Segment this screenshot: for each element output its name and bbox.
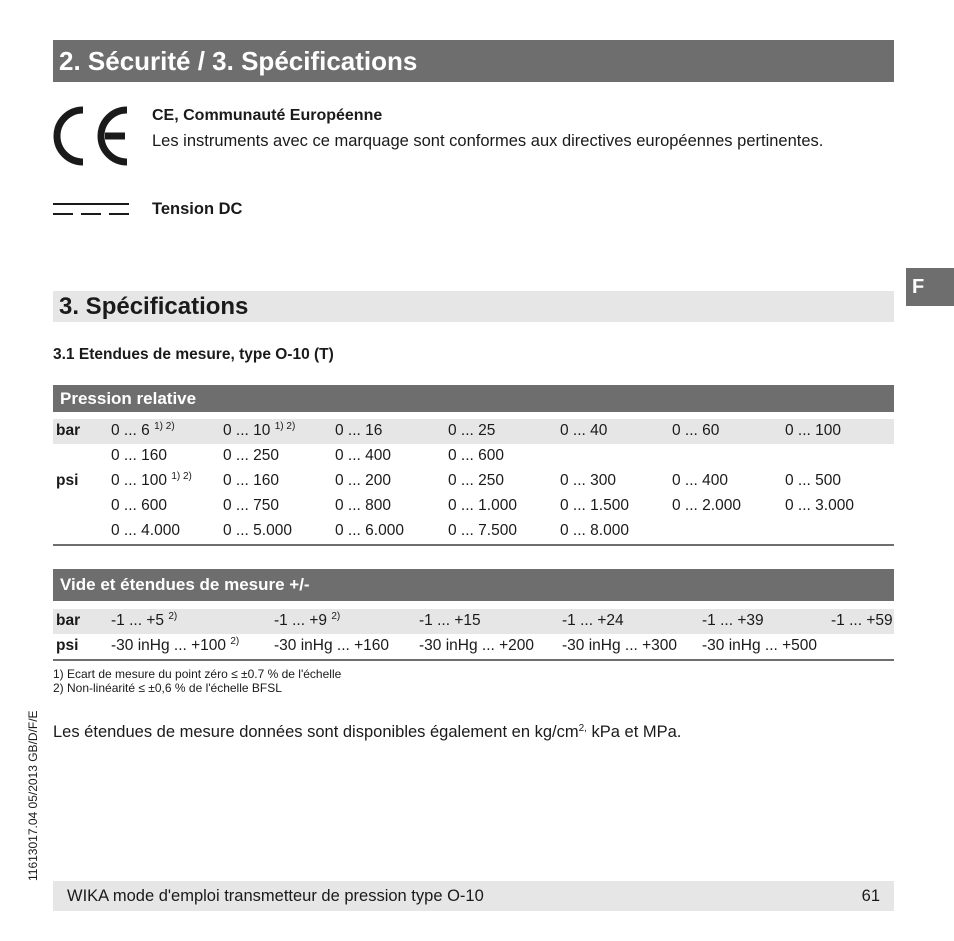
range-cell: 0 ... 8.000 bbox=[560, 522, 629, 539]
range-cell: 0 ... 250 bbox=[223, 447, 280, 464]
range-cell: 0 ... 6 $^{1) 2)}$ bbox=[111, 421, 175, 439]
range-cell: 0 ... 1.500 bbox=[560, 497, 629, 514]
range-cell: 0 ... 7.500 bbox=[448, 522, 517, 539]
range-cell: 0 ... 160 bbox=[111, 447, 168, 464]
range-cell: -30 inHg ... +300 bbox=[562, 637, 678, 654]
dc-label: Tension DC bbox=[152, 200, 243, 218]
subsection-title: 3.1 Etendues de mesure, type O-10 (T) bbox=[53, 346, 334, 363]
range-cell: -1 ... +24 bbox=[562, 612, 624, 629]
range-cell: -1 ... +39 bbox=[702, 612, 764, 629]
range-cell: -1 ... +15 bbox=[419, 612, 481, 629]
page-number: 61 bbox=[861, 887, 880, 905]
range-cell: 0 ... 600 bbox=[111, 497, 168, 514]
table1-body bbox=[53, 419, 894, 546]
range-cell: 0 ... 100 bbox=[785, 422, 842, 439]
table-row bbox=[53, 519, 894, 544]
unit-label: bar bbox=[56, 612, 81, 629]
footnote: 1) Ecart de mesure du point zéro ≤ ±0.7 % de l'échelle bbox=[53, 667, 342, 681]
page-header: 2. Sécurité / 3. Spécifications bbox=[53, 40, 894, 82]
table-row bbox=[53, 634, 894, 659]
range-cell: 0 ... 16 bbox=[335, 422, 383, 439]
range-cell: 0 ... 5.000 bbox=[223, 522, 292, 539]
range-cell: 0 ... 200 bbox=[335, 472, 392, 489]
range-cell: -30 inHg ... +500 bbox=[702, 637, 818, 654]
range-cell: 0 ... 10 $^{1) 2)}$ bbox=[223, 421, 296, 439]
table-row bbox=[53, 444, 894, 469]
range-cell: -1 ... +5 $^{2)}$ bbox=[111, 611, 178, 629]
table-row bbox=[53, 494, 894, 519]
footnotes bbox=[53, 667, 341, 695]
range-cell: 0 ... 160 bbox=[223, 472, 280, 489]
range-cell: 0 ... 300 bbox=[560, 472, 617, 489]
table2-title: Vide et étendues de mesure +/- bbox=[53, 569, 894, 601]
unit-label: bar bbox=[56, 422, 81, 439]
range-cell: -30 inHg ... +100 $^{2)}$ bbox=[111, 636, 240, 654]
range-cell: 0 ... 800 bbox=[335, 497, 392, 514]
range-cell: 0 ... 1.000 bbox=[448, 497, 517, 514]
section-title: 3. Spécifications bbox=[53, 291, 894, 322]
footer-text: WIKA mode d'emploi transmetteur de pression type O-10 bbox=[67, 887, 484, 905]
range-cell: 0 ... 2.000 bbox=[672, 497, 741, 514]
range-cell: 0 ... 100 $^{1) 2)}$ bbox=[111, 471, 192, 489]
range-cell: -1 ... +59 bbox=[831, 612, 893, 629]
range-cell: 0 ... 4.000 bbox=[111, 522, 180, 539]
range-cell: 0 ... 500 bbox=[785, 472, 842, 489]
range-cell: 0 ... 750 bbox=[223, 497, 280, 514]
table1-title: Pression relative bbox=[53, 385, 894, 412]
range-cell: 0 ... 400 bbox=[335, 447, 392, 464]
range-cell: 0 ... 400 bbox=[672, 472, 729, 489]
range-cell: 0 ... 60 bbox=[672, 422, 720, 439]
range-cell: -1 ... +9 $^{2)}$ bbox=[274, 611, 341, 629]
page-footer bbox=[53, 881, 894, 911]
dc-voltage-icon bbox=[53, 202, 129, 216]
document-code: 11613017.04 05/2013 GB/D/F/E bbox=[26, 710, 40, 881]
range-cell: 0 ... 25 bbox=[448, 422, 496, 439]
units-note: Les étendues de mesure données sont disponibles également en $kg/cm^{2,}$ kPa et MPa. bbox=[53, 723, 682, 741]
unit-label: psi bbox=[56, 472, 79, 489]
ce-title: CE, Communauté Européenne bbox=[152, 107, 383, 124]
table-row bbox=[53, 469, 894, 494]
ce-description: Les instruments avec ce marquage sont conformes aux directives européennes pertinentes. bbox=[152, 132, 824, 150]
footnote: 2) Non-linéarité ≤ ±0,6 % de l'échelle BFSL bbox=[53, 681, 282, 695]
range-cell: -30 inHg ... +200 bbox=[419, 637, 535, 654]
language-tab: F bbox=[906, 268, 954, 306]
table-row bbox=[53, 419, 894, 444]
unit-label: psi bbox=[56, 637, 79, 654]
range-cell: 0 ... 6.000 bbox=[335, 522, 404, 539]
table2-body bbox=[53, 609, 894, 661]
ce-mark-icon bbox=[53, 104, 131, 168]
range-cell: -30 inHg ... +160 bbox=[274, 637, 390, 654]
range-cell: 0 ... 250 bbox=[448, 472, 505, 489]
table-row bbox=[53, 609, 894, 634]
range-cell: 0 ... 3.000 bbox=[785, 497, 854, 514]
range-cell: 0 ... 40 bbox=[560, 422, 608, 439]
range-cell: 0 ... 600 bbox=[448, 447, 505, 464]
